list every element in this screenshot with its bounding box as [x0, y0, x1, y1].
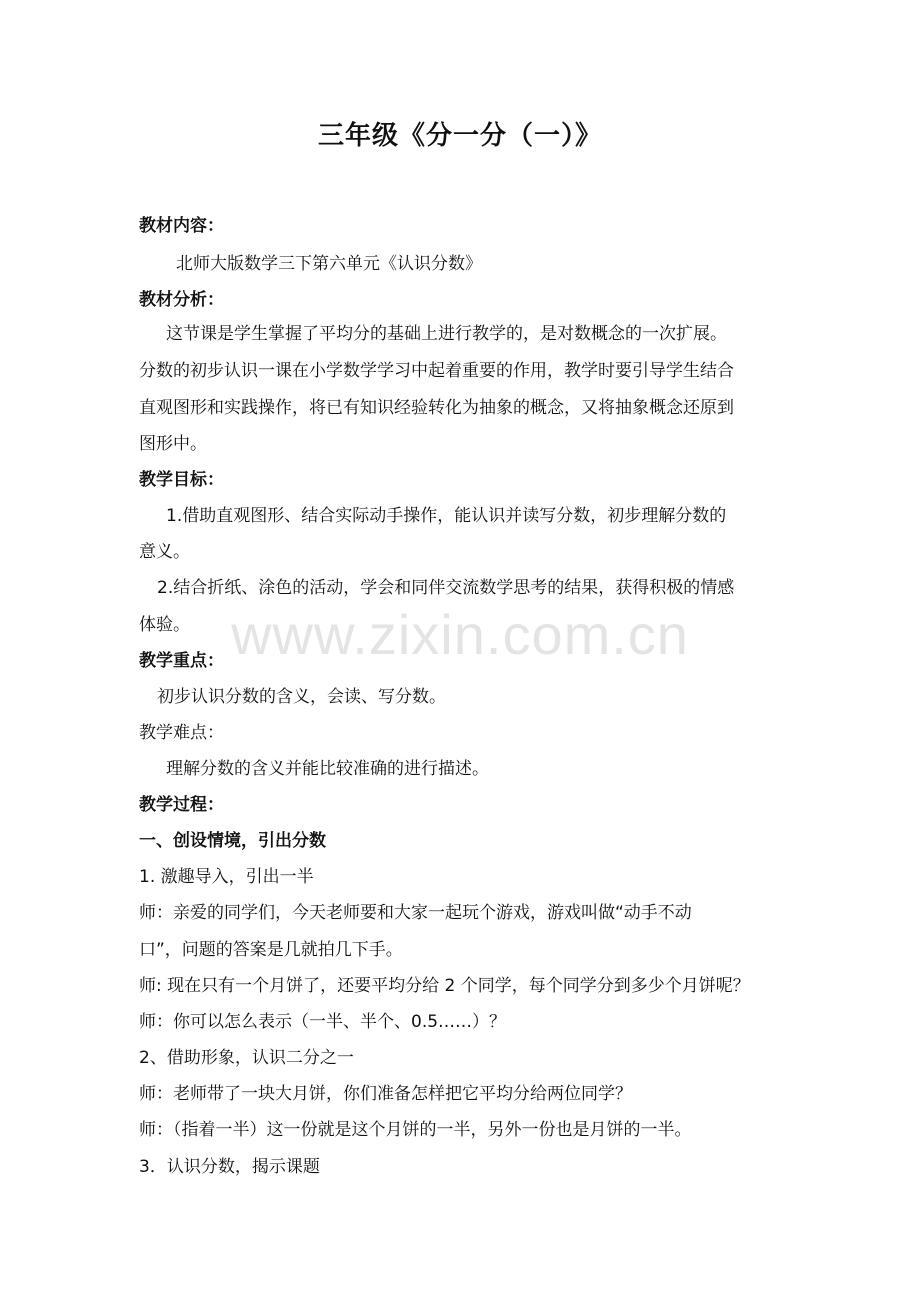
heading-teaching-process: 教学过程：	[139, 795, 224, 815]
watermark: www.zixin.com.cn	[231, 603, 689, 666]
dialogue-line-1: 师：亲爱的同学们，今天老师要和大家一起玩个游戏，游戏叫做“动手不动	[139, 903, 692, 923]
material-content-text: 北师大版数学三下第六单元《认识分数》	[176, 254, 482, 274]
goal-1-line-1: 1.借助直观图形、结合实际动手操作，能认识并读写分数，初步理解分数的	[166, 506, 727, 526]
analysis-line-2: 分数的初步认识一课在小学数学学习中起着重要的作用，教学时要引导学生结合	[139, 361, 734, 381]
goal-2-line-1: 2.结合折纸、涂色的活动，学会和同伴交流数学思考的结果，获得积极的情感	[157, 578, 735, 598]
analysis-line-4: 图形中。	[139, 434, 207, 454]
heading-teaching-focus: 教学重点：	[139, 651, 224, 671]
goal-1-line-2: 意义。	[139, 542, 190, 562]
heading-teaching-goals: 教学目标：	[139, 470, 224, 490]
step-1-heading: 1. 激趣导入，引出一半	[139, 867, 314, 887]
document-title: 三年级《分一分（一）》	[317, 121, 602, 151]
goal-2-line-2: 体验。	[139, 615, 190, 635]
dialogue-line-5: 师：老师带了一块大月饼，你们准备怎样把它平均分给两位同学？	[139, 1084, 632, 1104]
dialogue-line-3: 师: 现在只有一个月饼了，还要平均分给 2 个同学，每个同学分到多少个月饼呢？	[139, 976, 750, 996]
dialogue-line-2: 口”，问题的答案是几就拍几下手。	[139, 940, 403, 960]
heading-material-analysis: 教材分析：	[139, 290, 224, 310]
dialogue-line-6: 师：（指着一半）这一份就是这个月饼的一半，另外一份也是月饼的一半。	[139, 1120, 692, 1140]
heading-teaching-difficulty: 教学难点：	[139, 723, 224, 743]
teaching-difficulty-text: 理解分数的含义并能比较准确的进行描述。	[166, 759, 489, 779]
teaching-focus-text: 初步认识分数的含义，会读、写分数。	[157, 687, 446, 707]
heading-material-content: 教材内容：	[139, 216, 224, 236]
analysis-line-3: 直观图形和实践操作，将已有知识经验转化为抽象的概念，又将抽象概念还原到	[139, 398, 734, 418]
step-2-heading: 2、借助形象，认识二分之一	[139, 1048, 354, 1068]
analysis-line-1: 这节课是学生掌握了平均分的基础上进行教学的，是对数概念的一次扩展。	[166, 324, 727, 344]
dialogue-line-4: 师：你可以怎么表示（一半、半个、0.5……）？	[139, 1012, 507, 1032]
section-1-heading: 一、创设情境，引出分数	[139, 831, 326, 851]
step-3-heading: 3．认识分数，揭示课题	[139, 1157, 320, 1177]
